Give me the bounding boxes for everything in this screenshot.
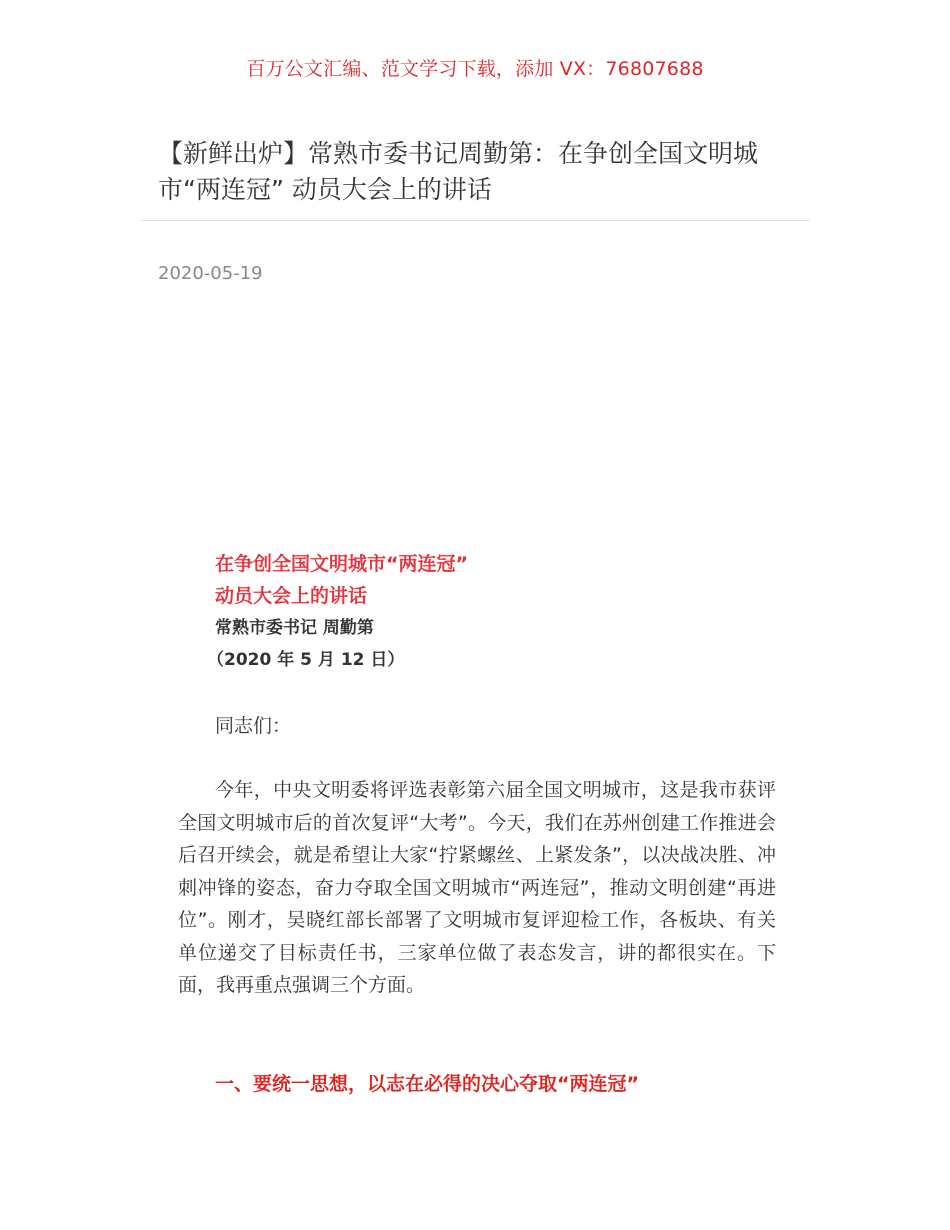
speech-title-line-1: 在争创全国文明城市“两连冠” <box>215 553 468 575</box>
body-paragraph-1: 今年，中央文明委将评选表彰第六届全国文明城市，这是我市获评全国文明城市后的首次复评“大考”。今天，我们在苏州创建工作推进会后召开续会，就是希望让大家“拧紧螺丝、上紧发条”，以决战决胜、冲刺冲锋的姿态，奋力夺取全国文明城市“两连冠”，推动文明创建“再进位”。刚才，吴晓红部长部署了文明城市复评迎检工作，各板块、有关单位递交了目标责任书，三家单位做了表态发言，讲的都很实在。下面，我再重点强调三个方面。 <box>178 779 776 996</box>
article-title: 【新鲜出炉】常熟市委书记周勤第：在争创全国文明城市“两连冠” 动员大会上的讲话 <box>158 139 759 204</box>
speech-title-line-2: 动员大会上的讲话 <box>215 585 368 607</box>
salutation: 同志们： <box>215 715 292 737</box>
title-divider <box>140 220 810 221</box>
publish-date: 2020-05-19 <box>158 263 263 284</box>
speech-date: （2020 年 5 月 12 日） <box>207 650 405 670</box>
promo-banner: 百万公文汇编、范文学习下载，添加 VX：76807688 <box>246 58 704 80</box>
section-heading-1: 一、要统一思想，以志在必得的决心夺取“两连冠” <box>215 1073 639 1095</box>
speech-header <box>207 548 775 676</box>
speaker-name: 常熟市委书记 周勤第 <box>215 618 374 638</box>
